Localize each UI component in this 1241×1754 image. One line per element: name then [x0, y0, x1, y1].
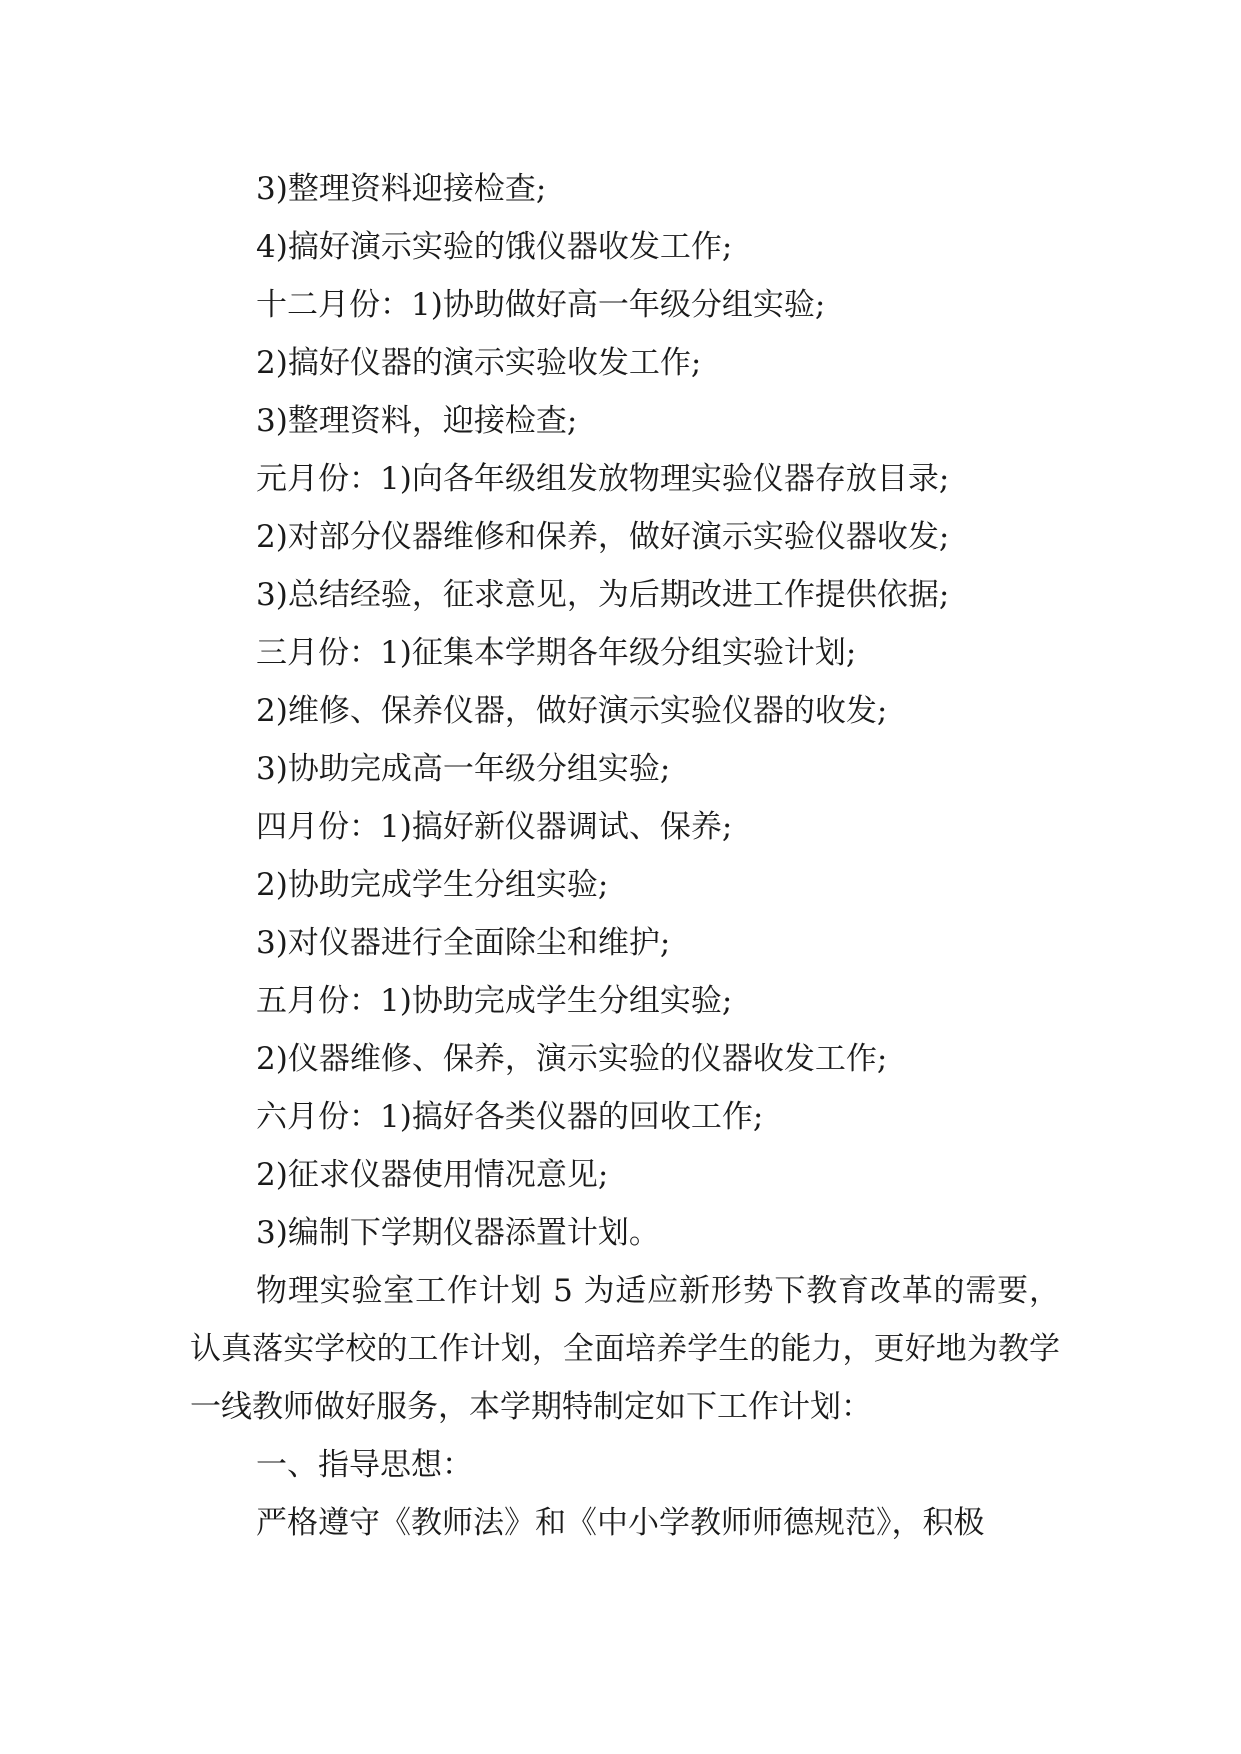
plan-line: 六月份：1)搞好各类仪器的回收工作; — [256, 1099, 764, 1135]
plan-line: 四月份：1)搞好新仪器调试、保养; — [256, 809, 733, 845]
plan-line: 3)对仪器进行全面除尘和维护; — [256, 925, 671, 961]
plan-line: 2)搞好仪器的演示实验收发工作; — [256, 345, 702, 381]
plan-line: 3)总结经验，征求意见，为后期改进工作提供依据; — [256, 577, 950, 613]
plan-line: 元月份：1)向各年级组发放物理实验仪器存放目录; — [256, 461, 950, 497]
plan-line: 五月份：1)协助完成学生分组实验; — [256, 983, 733, 1019]
plan-line: 2)协助完成学生分组实验; — [256, 867, 609, 903]
plan-line: 2)维修、保养仪器，做好演示实验仪器的收发; — [256, 693, 888, 729]
plan-line: 3)整理资料，迎接检查; — [256, 403, 578, 439]
plan-line: 3)协助完成高一年级分组实验; — [256, 751, 671, 787]
body-paragraph: 严格遵守《教师法》和《中小学教师师德规范》，积极 — [256, 1505, 985, 1541]
plan-line: 3)整理资料迎接检查; — [256, 171, 547, 207]
intro-paragraph: 物理实验室工作计划 5 为适应新形势下教育改革的需要，认真落实学校的工作计划，全面培养学生的能力，更好地为教学一线教师做好服务，本学期特制定如下工作计划： — [190, 1273, 1060, 1425]
plan-line: 2)对部分仪器维修和保养，做好演示实验仪器收发; — [256, 519, 950, 555]
plan-line: 十二月份：1)协助做好高一年级分组实验; — [256, 287, 826, 323]
plan-line: 2)征求仪器使用情况意见; — [256, 1157, 609, 1193]
plan-line: 4)搞好演示实验的饿仪器收发工作; — [256, 229, 733, 265]
plan-line: 三月份：1)征集本学期各年级分组实验计划; — [256, 635, 857, 671]
document-body — [190, 160, 1060, 1552]
section-heading: 一、指导思想： — [256, 1447, 473, 1483]
plan-line: 2)仪器维修、保养，演示实验的仪器收发工作; — [256, 1041, 888, 1077]
plan-line: 3)编制下学期仪器添置计划。 — [256, 1215, 660, 1251]
